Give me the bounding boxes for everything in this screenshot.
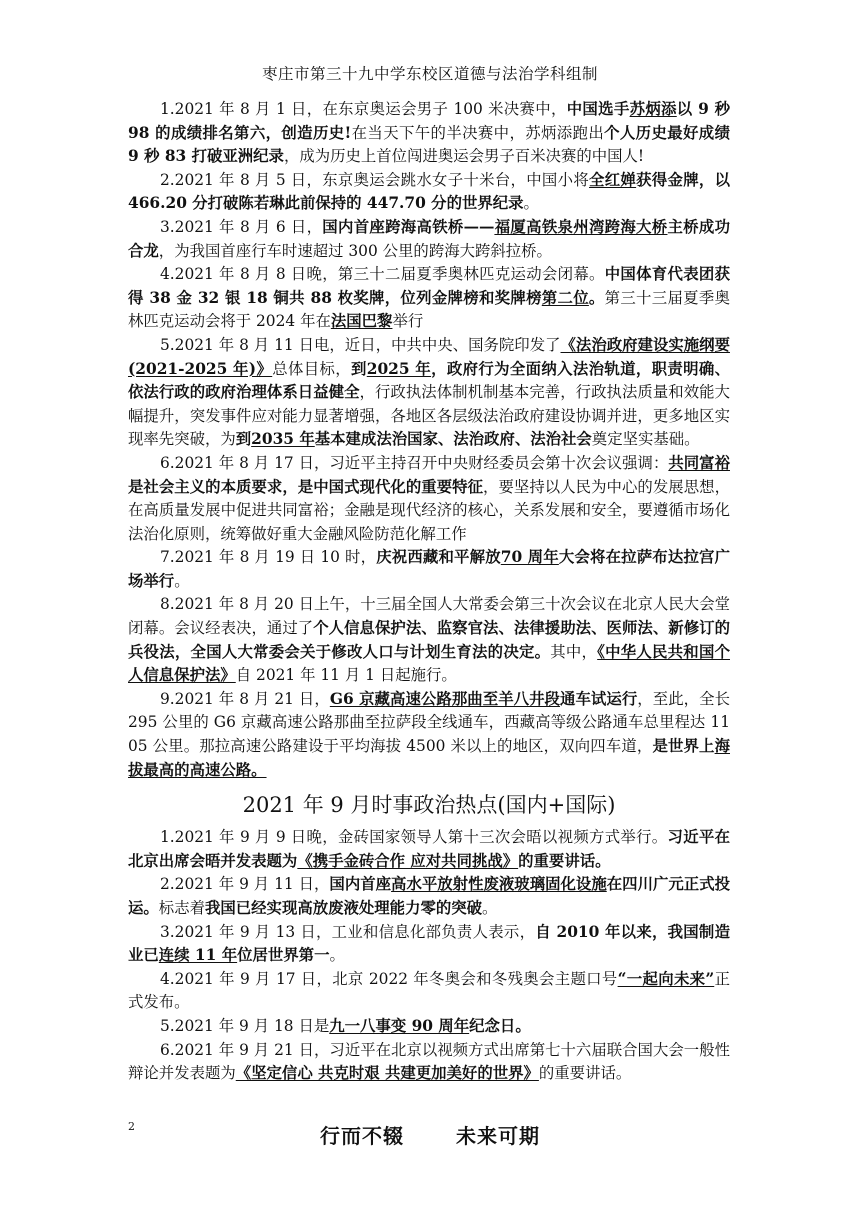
key-term: 福厦高铁泉州湾跨海大桥 bbox=[494, 217, 668, 236]
news-paragraph bbox=[128, 98, 730, 169]
emphasis-text: 主桥成功合龙 bbox=[128, 217, 730, 260]
key-term: 2035 年 bbox=[251, 430, 315, 449]
september-news-list bbox=[128, 826, 730, 1086]
body-text: 1.2021 年 9 月 9 日晚，金砖国家领导人第十三次会晤以视频方式举行。 bbox=[160, 828, 668, 847]
august-news-list bbox=[128, 98, 730, 782]
news-paragraph bbox=[128, 688, 730, 782]
news-paragraph bbox=[128, 826, 730, 873]
emphasis-text: ，政府行为全面纳入法治轨道，职责明确、依法行政的政府治理体系日益健全 bbox=[128, 359, 730, 402]
body-text: 1.2021 年 8 月 1 日，在东京奥运会男子 100 米决赛中， bbox=[160, 100, 567, 118]
news-paragraph bbox=[128, 593, 730, 687]
body-text: 3.2021 年 8 月 6 日， bbox=[160, 217, 323, 236]
body-text: 3.2021 年 9 月 13 日，工业和信息化部负责人表示， bbox=[160, 922, 536, 941]
key-term: 海拔最高的高速公路。 bbox=[128, 737, 730, 779]
emphasis-text: 通车试运行 bbox=[560, 689, 638, 708]
emphasis-text: 纪念日。 bbox=[469, 1016, 531, 1035]
news-paragraph bbox=[128, 921, 730, 968]
emphasis-text: 中国选手 bbox=[566, 100, 630, 118]
key-term: 第二位 bbox=[541, 288, 589, 307]
emphasis-text: 国内首座 bbox=[329, 875, 392, 894]
body-text: 在当天下午的半决赛中，苏炳添跑出 bbox=[351, 123, 605, 142]
body-text: ，行政执法体制机制基本完善，行政执法质量和效能大幅提升，突发事件应对能力显著增强，各地区各层级法治政府建设协调并进，更多地区实现率先突破，为 bbox=[128, 383, 730, 449]
body-text: 奠定坚实基础。 bbox=[591, 430, 700, 449]
key-term: 苏炳添 bbox=[629, 100, 677, 118]
page-header: 枣庄市第三十九中学东校区道德与法治学科组制 bbox=[261, 65, 598, 83]
emphasis-text: 以 9 秒 98 的成绩排名第六，创造历史! bbox=[128, 100, 730, 142]
key-term: 《携手金砖合作 应对共同挑战》 bbox=[297, 851, 519, 870]
key-term: 法国巴黎 bbox=[330, 312, 393, 331]
key-term: G6 京藏高速公路那曲至羊八井段 bbox=[329, 689, 561, 708]
news-paragraph bbox=[128, 546, 730, 593]
news-paragraph bbox=[128, 216, 730, 263]
emphasis-text: 基本建成法治国家、法治政府、法治社会 bbox=[314, 430, 592, 449]
body-text: ，至此，全长 295 公里的 G6 京藏高速公路那曲至拉萨段全线通车，西藏高等级公路通车总里程达 1105 公里。那拉高速公路建设于平均海拔 4500 米以上的地区，双向四车道， bbox=[128, 689, 730, 756]
body-text: 5.2021 年 9 月 18 日是 bbox=[160, 1016, 330, 1035]
body-text: 2.2021 年 8 月 5 日，东京奥运会跳水女子十米台，中国小将 bbox=[160, 170, 590, 189]
key-term: “一起向未来” bbox=[617, 969, 715, 988]
key-term: 九一八事变 90 周年 bbox=[329, 1016, 470, 1035]
news-paragraph bbox=[128, 334, 730, 452]
emphasis-text: 国内首座跨海高铁桥—— bbox=[322, 217, 495, 236]
news-paragraph bbox=[128, 452, 730, 546]
emphasis-text: 庆祝西藏和平解放 bbox=[376, 548, 501, 567]
emphasis-text: 的重要讲话。 bbox=[518, 851, 611, 870]
body-text: 7.2021 年 8 月 19 日 10 时， bbox=[160, 548, 377, 567]
key-term: 《中华人民共和国个人信息保护法》 bbox=[128, 642, 730, 685]
body-text: 6.2021 年 8 月 17 日，习近平主持召开中央财经委员会第十次会议强调： bbox=[160, 453, 669, 472]
emphasis-text: 是世界上 bbox=[652, 737, 715, 756]
body-text: ，成为历史上首位闯进奥运会男子百米决赛的中国人! bbox=[283, 147, 645, 166]
news-paragraph bbox=[128, 169, 730, 216]
body-text: ，为我国首座行车时速超过 300 公里的跨海大跨斜拉桥。 bbox=[158, 241, 552, 260]
emphasis-text: 习近平在北京出席会晤并发表题为 bbox=[128, 828, 730, 870]
body-text: 2.2021 年 9 月 11 日， bbox=[160, 875, 330, 894]
news-paragraph bbox=[128, 1015, 730, 1039]
emphasis-text: 中国体育代表团获得 38 金 32 银 18 铜共 88 枚奖牌，位列金牌榜和奖牌榜 bbox=[128, 265, 730, 307]
motto-left: 行而不辍 bbox=[320, 1124, 404, 1148]
body-text: ，要坚持以人民为中心的发展思想，在高质量发展中促进共同富裕；金融是现代经济的核心，关系发展和安全，要遵循市场化法治化原则，统筹做好重大金融风险防范化解工作 bbox=[128, 477, 730, 543]
key-term: 2025 年 bbox=[366, 359, 432, 378]
key-term: 《坚定信心 共克时艰 共建更加美好的世界》 bbox=[235, 1064, 539, 1083]
news-paragraph bbox=[128, 263, 730, 334]
emphasis-text: 是社会主义的本质要求，是中国式现代化的重要特征 bbox=[128, 477, 484, 496]
body-text: 。 bbox=[523, 194, 539, 213]
emphasis-text: 个人历史最好成绩 9 秒 83 打破亚洲纪录 bbox=[128, 123, 730, 166]
body-text: 其中， bbox=[550, 642, 598, 661]
emphasis-text: 获得金牌，以 466.20 分打破陈若琳此前保持的 447.70 分的世界纪录 bbox=[128, 170, 730, 213]
footer-motto bbox=[0, 1120, 860, 1149]
section-title: 2021 年 9 月时事政治热点(国内+国际) bbox=[242, 793, 616, 818]
body-text: 总体目标， bbox=[272, 359, 351, 378]
motto-right: 未来可期 bbox=[456, 1124, 540, 1148]
key-term: 高水平放射性废液玻璃固化设施 bbox=[391, 875, 607, 894]
emphasis-text: 位居世界第一 bbox=[237, 946, 330, 965]
document-body bbox=[128, 98, 730, 1086]
news-paragraph bbox=[128, 873, 730, 920]
body-text: 的重要讲话。 bbox=[538, 1064, 632, 1083]
key-term: 连续 11 年 bbox=[158, 946, 238, 965]
page-number: 2 bbox=[128, 1120, 135, 1133]
key-term: 全红婵 bbox=[589, 170, 637, 189]
key-term: 《法治政府建设实施纲要(2021-2025 年)》 bbox=[128, 335, 730, 378]
key-term: 共同富裕 bbox=[668, 453, 730, 472]
body-text: 举行 bbox=[392, 312, 424, 331]
news-paragraph bbox=[128, 968, 730, 1015]
emphasis-text: 个人信息保护法、监察官法、法律援助法、医师法、新修订的兵役法，全国人大常委会关于修改人口与计划生育法的决定。 bbox=[128, 619, 730, 661]
body-text: 5.2021 年 8 月 11 日电，近日，中共中央、国务院印发了 bbox=[160, 335, 561, 354]
body-text: 。 bbox=[482, 899, 498, 917]
body-text: 4.2021 年 8 月 8 日晚，第三十二届夏季奥林匹克运动会闭幕。 bbox=[160, 265, 605, 284]
news-paragraph bbox=[128, 1039, 730, 1086]
emphasis-text: 大会将在拉萨布达拉宫广场举行 bbox=[128, 548, 730, 590]
body-text: 自 2021 年 11 月 1 日起施行。 bbox=[235, 666, 457, 685]
body-text: 。 bbox=[329, 946, 345, 965]
body-text: 4.2021 年 9 月 17 日，北京 2022 年冬奥会和冬残奥会主题口号 bbox=[160, 969, 618, 988]
emphasis-text: 我国已经实现高放废液处理能力零的突破 bbox=[204, 899, 483, 917]
body-text: 。 bbox=[174, 571, 190, 590]
emphasis-text: 到 bbox=[350, 359, 367, 378]
body-text: 8.2021 年 8 月 20 日上午，十三届全国人大常委会第三十次会议在北京人民大会堂闭幕。会议经表决，通过了 bbox=[128, 595, 730, 638]
body-text: 第三十三届夏季奥林匹克运动会将于 2024 年在 bbox=[128, 288, 730, 331]
emphasis-text: 到 bbox=[235, 430, 252, 449]
body-text: 9.2021 年 8 月 21 日， bbox=[160, 689, 330, 708]
body-text: 正式发布。 bbox=[128, 969, 730, 1012]
emphasis-text: 在四川广元正式投运。 bbox=[128, 875, 730, 917]
emphasis-text: 。 bbox=[588, 288, 605, 307]
emphasis-text: 自 2010 年以来，我国制造业已 bbox=[128, 922, 730, 965]
body-text: 6.2021 年 9 月 21 日，习近平在北京以视频方式出席第七十六届联合国大会一般性辩论并发表题为 bbox=[128, 1040, 730, 1083]
body-text: 标志着 bbox=[158, 899, 205, 917]
key-term: 70 周年 bbox=[500, 548, 559, 567]
